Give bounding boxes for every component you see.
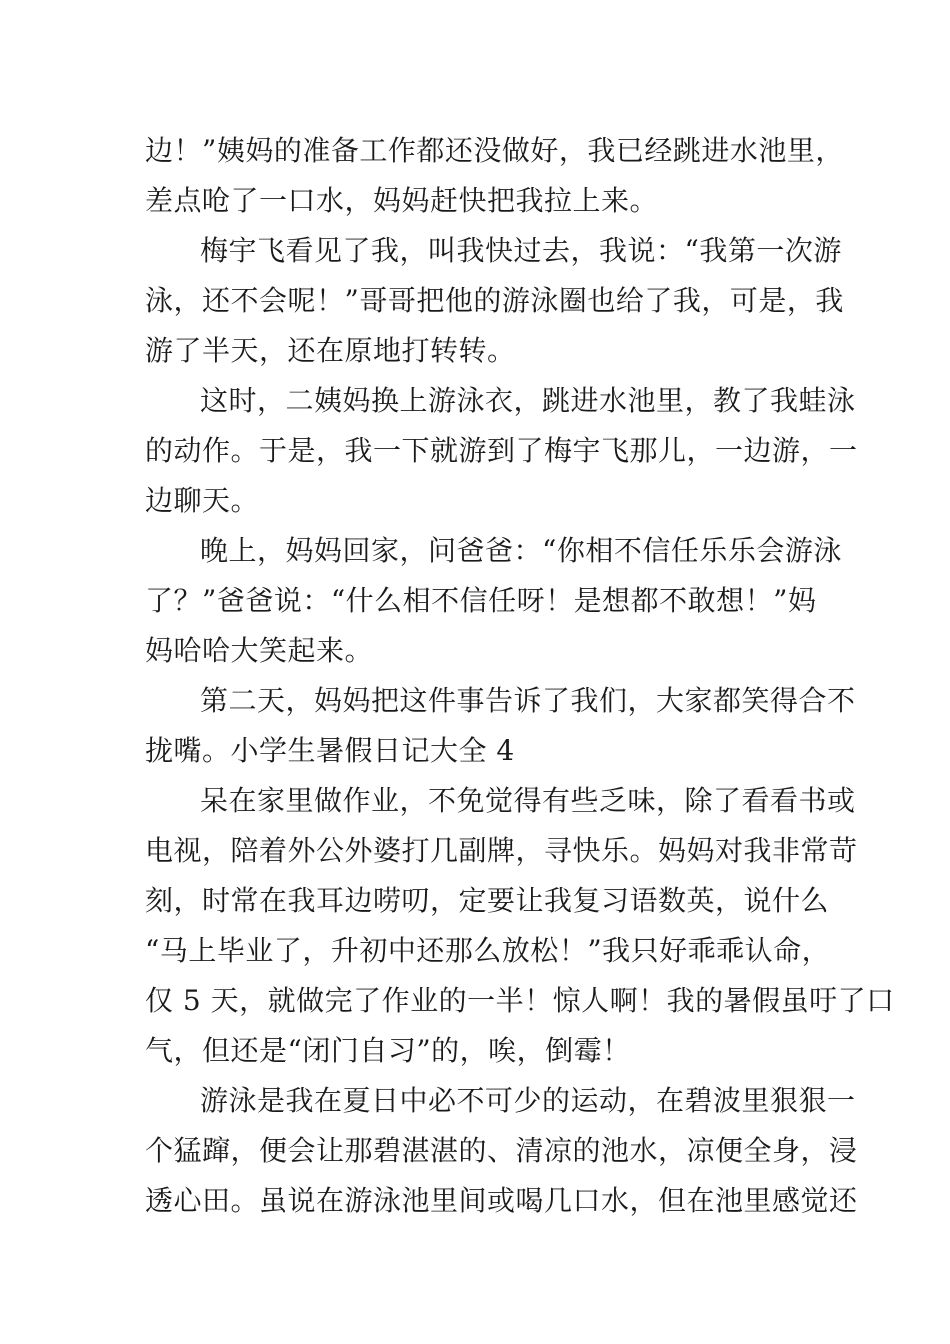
text-line: 差点呛了一口水，妈妈赶快把我拉上来。 (145, 184, 659, 217)
text-line: 梅宇飞看见了我，叫我快过去，我说：“我第一次游 (200, 234, 842, 267)
text-line: 刻，时常在我耳边唠叨，定要让我复习语数英，说什么 (145, 884, 830, 917)
text-line: 游泳是我在夏日中必不可少的运动，在碧波里狠狠一 (200, 1084, 856, 1117)
text-line: 边聊天。 (145, 484, 260, 517)
text-line: 气，但还是“闭门自习”的，唉，倒霉！ (145, 1034, 631, 1067)
text-line: “马上毕业了，升初中还那么放松！”我只好乖乖认命， (145, 934, 831, 967)
text-line: 晚上，妈妈回家，问爸爸：“你相不信任乐乐会游泳 (200, 534, 842, 567)
text-line: 个猛蹿，便会让那碧湛湛的、清凉的池水，凉便全身，浸 (145, 1134, 858, 1167)
text-line: 呆在家里做作业，不免觉得有些乏味，除了看看书或 (200, 784, 856, 817)
text-line: 了？”爸爸说：“什么相不信任呀！是想都不敢想！”妈 (145, 584, 817, 617)
text-line: 第二天，妈妈把这件事告诉了我们，大家都笑得合不 (200, 684, 856, 717)
text-line: 妈哈哈大笑起来。 (145, 634, 374, 667)
text-line: 仅 5 天，就做完了作业的一半！惊人啊！我的暑假虽吁了口 (145, 984, 895, 1017)
text-line: 边！”姨妈的准备工作都还没做好，我已经跳进水池里， (145, 134, 844, 167)
text-line: 游了半天，还在原地打转转。 (145, 334, 516, 367)
text-line: 电视，陪着外公外婆打几副牌，寻快乐。妈妈对我非常苛 (145, 834, 858, 867)
text-line: 透心田。虽说在游泳池里间或喝几口水，但在池里感觉还 (145, 1184, 858, 1217)
text-line: 拢嘴。小学生暑假日记大全 4 (145, 734, 515, 767)
text-line: 泳，还不会呢！”哥哥把他的游泳圈也给了我，可是，我 (145, 284, 844, 317)
text-line: 这时，二姨妈换上游泳衣，跳进水池里，教了我蛙泳 (200, 384, 856, 417)
text-line: 的动作。于是，我一下就游到了梅宇飞那儿，一边游，一 (145, 434, 858, 467)
